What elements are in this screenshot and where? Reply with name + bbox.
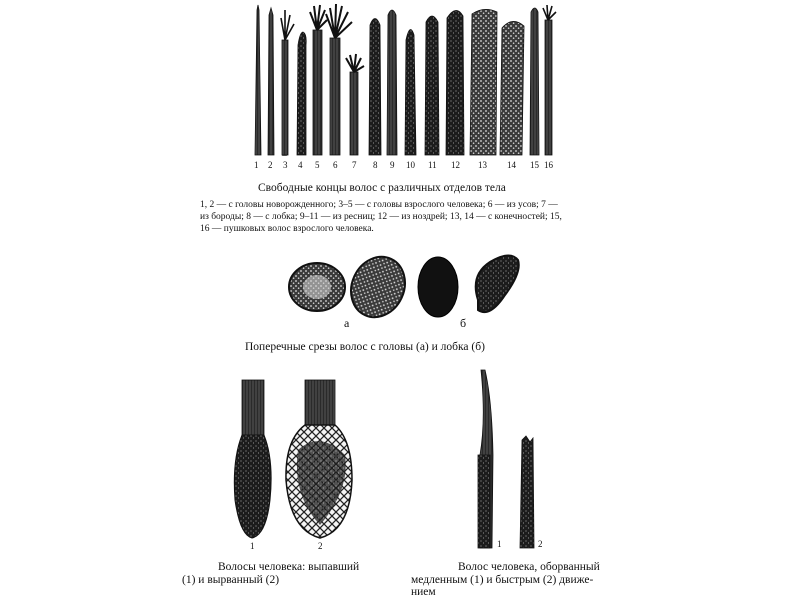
hair-tip-4	[297, 32, 306, 155]
hair-shed-shaft	[242, 380, 264, 435]
hair-tip-11	[425, 16, 439, 155]
figure-4-caption-line-1: Волос человека, оборванный	[458, 561, 600, 573]
tip-number: 16	[544, 160, 553, 170]
tip-number: 13	[478, 160, 487, 170]
tip-number: 7	[352, 160, 357, 170]
figure-1-legend-line-3: 16 — пушковых волос взрослого человека.	[200, 224, 374, 234]
hair-torn-fast-number: 2	[538, 539, 543, 549]
tip-number: 2	[268, 160, 273, 170]
hair-plucked-number: 2	[318, 541, 323, 551]
tip-number: 15	[530, 160, 539, 170]
tip-number: 8	[373, 160, 378, 170]
hair-tip-5	[313, 30, 322, 155]
hair-tip-15	[530, 8, 539, 155]
tip-number: 14	[507, 160, 516, 170]
figure-2-caption: Поперечные срезы волос с головы (а) и лобка (б)	[245, 341, 485, 353]
figure-3-caption-line-1: Волосы человека: выпавший	[218, 561, 360, 573]
cross-section-head-2	[341, 248, 414, 326]
tip-number: 12	[451, 160, 460, 170]
hair-tip-14	[500, 21, 524, 155]
tip-number: 1	[254, 160, 259, 170]
tip-number: 5	[315, 160, 320, 170]
hair-tip-16	[545, 20, 552, 155]
cross-section-pubic-2	[476, 255, 519, 312]
cross-section-pubic-1	[418, 257, 458, 317]
tip-number: 10	[406, 160, 415, 170]
figure-3-caption-line-2: (1) и вырванный (2)	[182, 574, 280, 586]
tip-number: 11	[428, 160, 437, 170]
tip-number: 6	[333, 160, 338, 170]
tip-number: 4	[298, 160, 303, 170]
hair-tip-6	[330, 38, 340, 155]
cross-section-label-b: б	[460, 316, 467, 330]
figure-1-caption: Свободные концы волос с различных отделов тела	[258, 182, 506, 194]
hair-tip-9	[387, 10, 397, 155]
hair-shed-bulb	[234, 435, 271, 538]
figure-4-caption-line-2: медленным (1) и быстрым (2) движе-	[411, 574, 594, 586]
hair-shed-number: 1	[250, 541, 255, 551]
hair-tip-12	[446, 10, 464, 155]
figure-1-legend-line-2: из бороды; 8 — с лобка; 9–11 — из ресниц; 12 — из ноздрей; 13, 14 — с конечностей; 15,	[200, 212, 562, 222]
cross-section-label-a: а	[344, 316, 350, 330]
hair-tip-2	[268, 8, 274, 155]
tip-number: 3	[283, 160, 288, 170]
figure-4-caption-line-3: нием	[411, 586, 436, 598]
hair-plucked-shaft	[305, 380, 335, 425]
hair-tip-13	[470, 9, 497, 155]
hair-tip-10	[405, 30, 416, 155]
hair-torn-slow-number: 1	[497, 539, 502, 549]
hair-torn-fast	[520, 436, 534, 548]
figure-1-legend-line-1: 1, 2 — с головы новорожденного; 3–5 — с головы взрослого человека; 6 — из усов; 7 —	[200, 200, 558, 210]
hair-tip-8	[369, 19, 381, 156]
hair-tip-1	[255, 5, 261, 155]
tip-number: 9	[390, 160, 395, 170]
hair-tip-7	[350, 72, 358, 155]
